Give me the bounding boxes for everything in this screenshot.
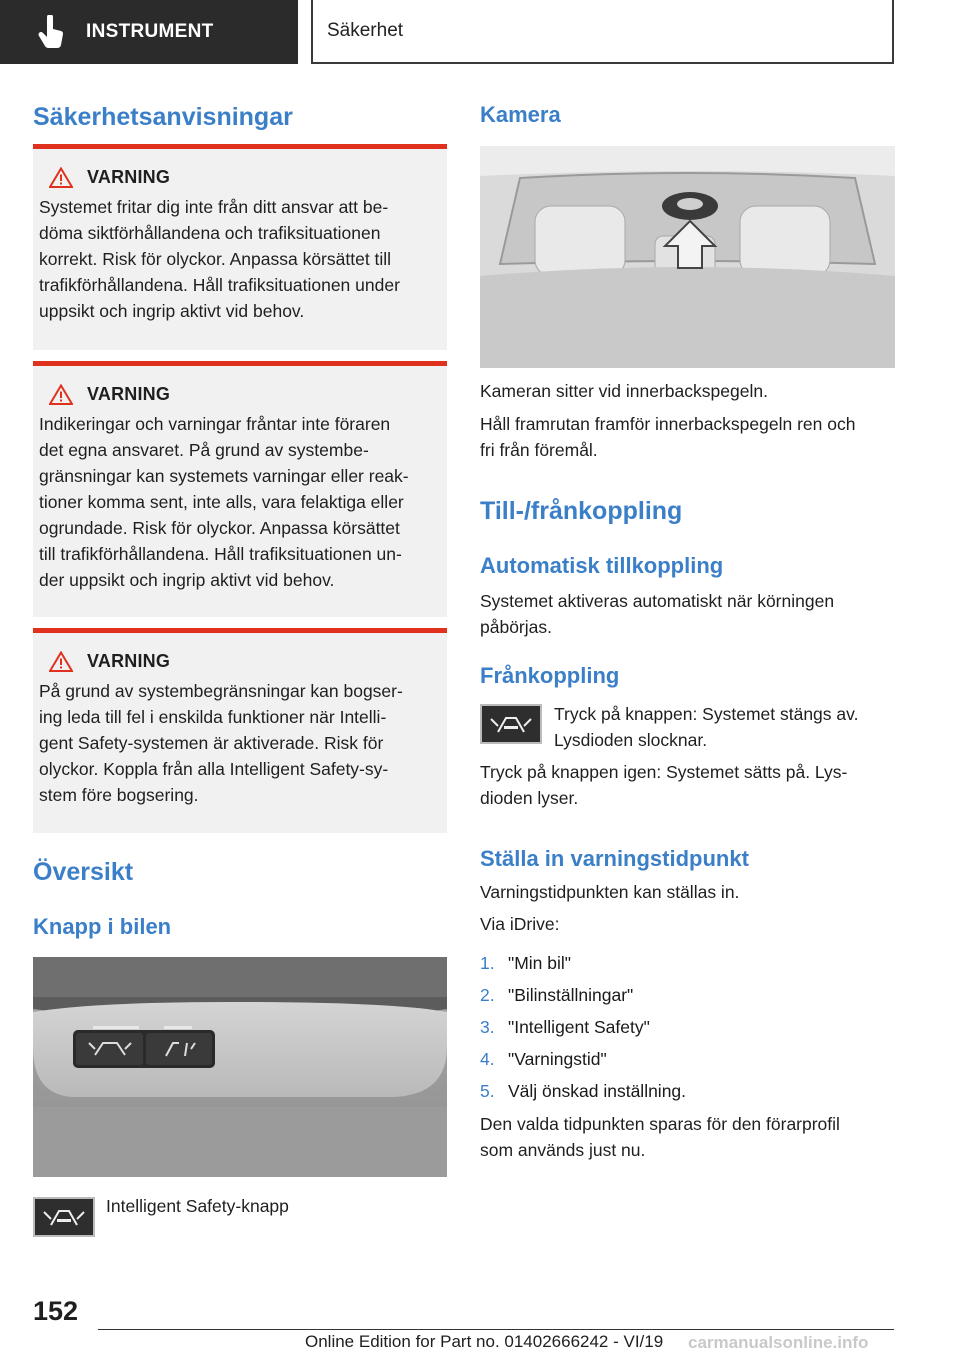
on-text-1: Tryck på knappen igen: Systemet sätts på. Lys- [480,762,848,782]
list-item: 3. "Intelligent Safety" [480,1017,650,1037]
page-title: Säkerhetsanvisningar [33,103,293,131]
chapter-label: Säkerhet [327,20,404,41]
warning-text-line: På grund av systembegränsningar kan bogser- [39,681,403,701]
warning-text-line: tioner komma sent, inte alls, vara felaktiga eller [39,492,404,512]
page-number: 152 [33,1296,79,1326]
button-photo [33,957,447,1177]
warning-triangle-icon [49,651,73,672]
overview-heading: Översikt [33,858,134,886]
edition-text: Online Edition for Part no. 01402666242 - VI/19 [305,1332,664,1351]
off-heading: Frånkoppling [480,663,620,688]
camera-text-2b: fri från föremål. [480,440,598,460]
warning-text-line: till trafikförhållandena. Håll trafiksituationen un- [39,544,402,564]
warning-text-line: det egna ansvaret. På grund av systembe- [39,440,369,460]
warning-time-text: Varningstidpunkten kan ställas in. [480,882,740,902]
onoff-heading: Till-/frånkoppling [480,497,683,525]
list-item: 2. "Bilinställningar" [480,985,634,1005]
warning-text-line: Indikeringar och varningar fråntar inte föraren [39,414,391,434]
section-tab [0,0,298,64]
warning-text-line: gent Safety-systemen är aktiverade. Risk för [39,733,384,753]
warning-box-2 [33,361,447,617]
intelligent-safety-button-icon [480,704,542,744]
warning-text-line: der uppsikt och ingrip aktivt vid behov. [39,570,335,590]
button-subheading: Knapp i bilen [33,914,172,939]
list-item: 1. "Min bil" [480,953,571,973]
auto-text-1: Systemet aktiveras automatiskt när körningen [480,591,835,611]
footer-divider [98,1329,894,1330]
final-text-1: Den valda tidpunkten sparas för den förarprofil [480,1114,840,1134]
via-idrive: Via iDrive: [480,914,560,934]
intelligent-safety-button-icon [33,1197,95,1237]
warning-text-line: ogrundade. Risk för olyckor. Anpassa körsättet [39,518,400,538]
camera-photo [480,146,895,368]
warning-triangle-icon [49,167,73,188]
button-caption: Intelligent Safety-knapp [106,1196,289,1216]
warning-label: VARNING [87,384,171,404]
auto-heading: Automatisk tillkoppling [480,553,724,578]
warning-label: VARNING [87,651,171,671]
camera-heading: Kamera [480,102,561,127]
warning-text-line: trafikförhållandena. Håll trafiksituationen under [39,275,400,295]
warning-box-3 [33,628,447,833]
warning-text-line: Systemet fritar dig inte från ditt ansvar att be- [39,197,389,217]
watermark: carmanualsonline.info [688,1333,869,1352]
chapter-tab [311,0,894,64]
warning-label: VARNING [87,167,171,187]
warning-text-line: uppsikt och ingrip aktivt vid behov. [39,301,305,321]
off-text-2: Lysdioden slocknar. [554,730,708,750]
off-text-1: Tryck på knappen: Systemet stängs av. [554,704,859,724]
on-text-2: dioden lyser. [480,788,579,808]
warning-text-line: korrekt. Risk för olyckor. Anpassa körsättet till [39,249,392,269]
warning-text-line: döma siktförhållandena och trafiksituationen [39,223,381,243]
warning-text-line: stem före bogsering. [39,785,199,805]
section-label: INSTRUMENT [86,21,214,42]
warning-text-line: olyckor. Koppla från alla Intelligent Safety-sy- [39,759,389,779]
final-text-2: som används just nu. [480,1140,646,1160]
auto-text-2: påbörjas. [480,617,552,637]
list-item: 5. Välj önskad inställning. [480,1081,687,1101]
hand-pointer-icon [38,15,64,49]
warning-triangle-icon [49,384,73,405]
warning-text-line: gränsningar kan systemets varningar eller reak- [39,466,409,486]
camera-text-2: Håll framrutan framför innerbackspegeln ren och [480,414,856,434]
list-item: 4. "Varningstid" [480,1049,607,1069]
warning-time-heading: Ställa in varningstidpunkt [480,846,749,871]
camera-text-1: Kameran sitter vid innerbackspegeln. [480,381,768,401]
warning-text-line: ing leda till fel i enskilda funktioner när Intelli- [39,707,387,727]
warning-box-1 [33,144,447,350]
